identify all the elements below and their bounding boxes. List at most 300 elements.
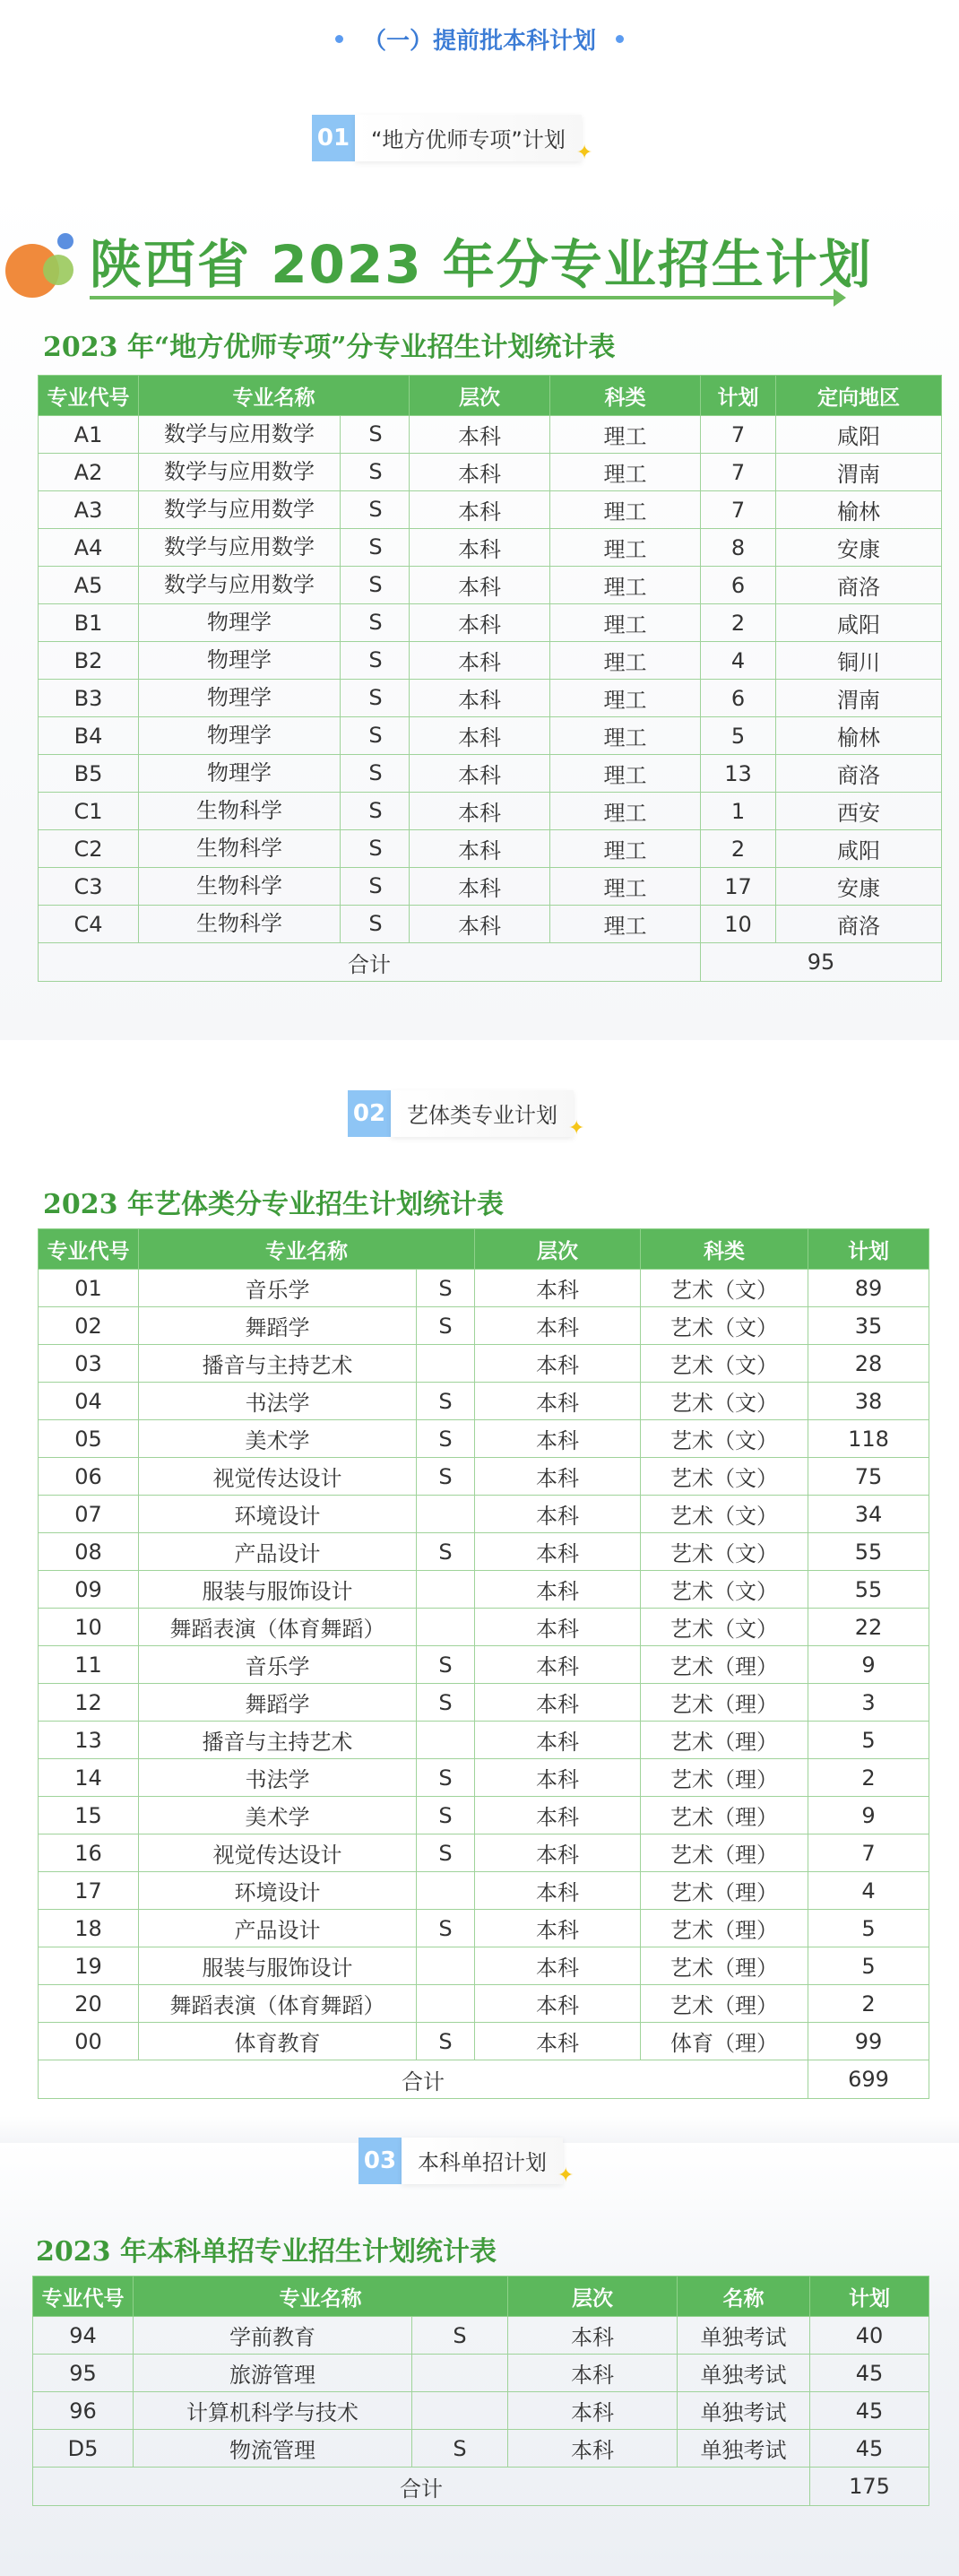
table-row: [39, 755, 942, 793]
table-cell: D5: [33, 2430, 134, 2468]
table-row: [39, 1759, 929, 1797]
table-cell: 艺术（理）: [641, 1910, 808, 1947]
table-cell: 8: [701, 529, 776, 567]
table-cell: 艺术（理）: [641, 1834, 808, 1872]
table-cell: S: [417, 1270, 475, 1307]
table-cell: 96: [33, 2392, 134, 2430]
table-cell: 艺术（文）: [641, 1345, 808, 1383]
table-cell: 6: [701, 567, 776, 604]
table-row: [39, 1307, 929, 1345]
major-flag: S: [340, 454, 410, 490]
table-cell: 理工: [550, 717, 701, 755]
table-cell: [139, 868, 410, 906]
table-cell: [412, 2355, 508, 2392]
major-name: 生物科学: [196, 911, 282, 936]
table-cell: 35: [808, 1307, 929, 1345]
table1-title: 2023 年“地方优师专项”分专业招生计划统计表: [43, 332, 616, 363]
table-cell: 艺术（文）: [641, 1496, 808, 1533]
table-cell: 05: [39, 1420, 139, 1458]
table-cell: 本科: [410, 793, 550, 830]
table-cell: 美术学: [139, 1420, 417, 1458]
table-cell: 5: [701, 717, 776, 755]
table-cell: 17: [39, 1872, 139, 1910]
table-cell: 体育（理）: [641, 2023, 808, 2060]
table-cell: [139, 717, 410, 755]
table-cell: 本科: [475, 1458, 641, 1496]
major-flag: S: [340, 416, 410, 453]
table-cell: 单独考试: [678, 2392, 810, 2430]
table-cell: 理工: [550, 642, 701, 680]
column-header: 层次: [475, 1229, 641, 1270]
table-row: [39, 1722, 929, 1759]
table-row: [39, 1797, 929, 1834]
table-cell: S: [417, 2023, 475, 2060]
table-cell: 38: [808, 1383, 929, 1420]
table-cell: 播音与主持艺术: [139, 1722, 417, 1759]
major-name: 物理学: [207, 685, 272, 710]
table-cell: 02: [39, 1307, 139, 1345]
section-title-text: （一）提前批本科计划: [362, 27, 596, 55]
table-cell: 本科: [475, 1759, 641, 1797]
table-cell: 渭南: [776, 454, 942, 491]
table-cell: 1: [701, 793, 776, 830]
table-cell: 4: [808, 1872, 929, 1910]
table-cell: 99: [808, 2023, 929, 2060]
sparkle-icon: ✦: [557, 2164, 575, 2187]
table-cell: 本科: [410, 529, 550, 567]
table-cell: [417, 1571, 475, 1609]
major-flag: S: [340, 604, 410, 641]
table-row: [39, 1646, 929, 1684]
table-cell: C3: [39, 868, 139, 906]
major-flag: S: [340, 491, 410, 528]
table-cell: 音乐学: [139, 1646, 417, 1684]
table-cell: 体育教育: [139, 2023, 417, 2060]
column-header: 计划: [810, 2277, 929, 2317]
table-cell: 9: [808, 1797, 929, 1834]
table-cell: 本科: [475, 1910, 641, 1947]
table-cell: 16: [39, 1834, 139, 1872]
table-cell: 本科: [508, 2317, 678, 2355]
table-cell: A4: [39, 529, 139, 567]
major-flag: S: [340, 906, 410, 942]
table-cell: 本科: [410, 680, 550, 717]
major-flag: S: [340, 868, 410, 905]
table-cell: 55: [808, 1571, 929, 1609]
table-cell: 45: [810, 2355, 929, 2392]
major-name: 物理学: [207, 760, 272, 785]
table-cell: 本科: [508, 2430, 678, 2468]
table-cell: S: [417, 1910, 475, 1947]
table-cell: 本科: [475, 1571, 641, 1609]
table-cell: [139, 642, 410, 680]
major-name: 物理学: [207, 647, 272, 672]
table-cell: 本科: [475, 1270, 641, 1307]
table-cell: [139, 604, 410, 642]
table2-title: 2023 年艺体类分专业招生计划统计表: [43, 1189, 504, 1220]
table-cell: 7: [701, 416, 776, 454]
table-cell: 产品设计: [139, 1910, 417, 1947]
table-cell: [417, 1872, 475, 1910]
table-row: [39, 1571, 929, 1609]
table-cell: 理工: [550, 604, 701, 642]
table-row: [39, 2023, 929, 2060]
table-cell: 艺术（文）: [641, 1270, 808, 1307]
table-cell: 艺术（理）: [641, 1947, 808, 1985]
table-cell: 理工: [550, 830, 701, 868]
column-header: 专业名称: [134, 2277, 508, 2317]
table-cell: 45: [810, 2392, 929, 2430]
table-cell: 2: [808, 1759, 929, 1797]
blue-circle-icon: [57, 233, 73, 249]
table-cell: 6: [701, 680, 776, 717]
table-cell: 艺术（文）: [641, 1307, 808, 1345]
table-cell: [139, 680, 410, 717]
table3: [32, 2276, 929, 2506]
column-header: 名称: [678, 2277, 810, 2317]
table-cell: 本科: [410, 755, 550, 793]
sparkle-icon: ✦: [575, 142, 593, 164]
table-cell: 服装与服饰设计: [139, 1947, 417, 1985]
table-cell: S: [417, 1759, 475, 1797]
table-cell: 34: [808, 1496, 929, 1533]
bullet-dot-icon: [335, 35, 343, 43]
table-cell: 艺术（理）: [641, 1759, 808, 1797]
table-cell: [417, 1985, 475, 2023]
badge-label: 本科单招计划: [402, 2138, 563, 2184]
table-cell: 商洛: [776, 567, 942, 604]
table-row: [39, 830, 942, 868]
table-cell: 9: [808, 1646, 929, 1684]
table-row: [39, 1872, 929, 1910]
table-cell: 本科: [508, 2355, 678, 2392]
table-cell: 118: [808, 1420, 929, 1458]
table-cell: 94: [33, 2317, 134, 2355]
table-cell: 理工: [550, 680, 701, 717]
table-row: [39, 1458, 929, 1496]
table-cell: C4: [39, 906, 139, 943]
total-row: [39, 2060, 929, 2099]
table-cell: 本科: [410, 416, 550, 454]
table-row: [39, 454, 942, 491]
table-cell: 12: [39, 1684, 139, 1722]
table-row: [39, 642, 942, 680]
table-cell: 本科: [410, 604, 550, 642]
table-row: [39, 1910, 929, 1947]
table-cell: 理工: [550, 491, 701, 529]
green-circle-icon: [43, 255, 73, 285]
table-cell: 本科: [410, 491, 550, 529]
table2: [38, 1228, 929, 2099]
table-cell: S: [412, 2317, 508, 2355]
column-header: 定向地区: [776, 376, 942, 416]
table-cell: 视觉传达设计: [139, 1458, 417, 1496]
table-cell: 理工: [550, 416, 701, 454]
badge-02: [348, 1087, 584, 1140]
table-row: [39, 1496, 929, 1533]
table-cell: 本科: [475, 1872, 641, 1910]
table-row: [39, 680, 942, 717]
table-row: [39, 868, 942, 906]
table-row: [33, 2430, 929, 2468]
table-cell: 计算机科学与技术: [134, 2392, 412, 2430]
table-row: [39, 906, 942, 943]
table-cell: 服装与服饰设计: [139, 1571, 417, 1609]
table-cell: [417, 1722, 475, 1759]
table-cell: 15: [39, 1797, 139, 1834]
table-cell: 本科: [410, 717, 550, 755]
major-flag: S: [340, 830, 410, 867]
table-cell: 合计: [39, 943, 701, 982]
table-cell: 2: [808, 1985, 929, 2023]
table-cell: 播音与主持艺术: [139, 1345, 417, 1383]
table-cell: B4: [39, 717, 139, 755]
table-cell: 咸阳: [776, 416, 942, 454]
table-cell: 视觉传达设计: [139, 1834, 417, 1872]
table-row: [39, 604, 942, 642]
table1: [38, 375, 942, 982]
table-cell: 本科: [475, 1797, 641, 1834]
table-cell: 10: [701, 906, 776, 943]
table-cell: 咸阳: [776, 830, 942, 868]
table-cell: 95: [701, 943, 942, 982]
table-cell: 渭南: [776, 680, 942, 717]
table-row: [39, 529, 942, 567]
table-cell: 理工: [550, 793, 701, 830]
table-cell: 艺术（文）: [641, 1383, 808, 1420]
table-cell: 13: [39, 1722, 139, 1759]
table-cell: 本科: [475, 1609, 641, 1646]
badge-number: 01: [312, 115, 355, 161]
table-cell: 安康: [776, 868, 942, 906]
major-name: 数学与应用数学: [164, 497, 315, 522]
table-row: [33, 2355, 929, 2392]
badge-number: 03: [359, 2138, 402, 2184]
table-cell: 00: [39, 2023, 139, 2060]
table-cell: [139, 454, 410, 491]
badge-01: [312, 111, 592, 164]
table-cell: [417, 1609, 475, 1646]
table-cell: 本科: [410, 642, 550, 680]
table-cell: B3: [39, 680, 139, 717]
badge-label: “地方优师专项”计划: [355, 115, 582, 161]
major-name: 生物科学: [196, 798, 282, 823]
table-cell: 本科: [410, 454, 550, 491]
table-cell: [417, 1947, 475, 1985]
table-cell: 55: [808, 1533, 929, 1571]
table-cell: 艺术（理）: [641, 1722, 808, 1759]
table-cell: 2: [701, 604, 776, 642]
table-cell: [139, 567, 410, 604]
section-title: [0, 16, 959, 61]
table-cell: 01: [39, 1270, 139, 1307]
badge-number: 02: [348, 1090, 391, 1137]
table-cell: 理工: [550, 868, 701, 906]
table-cell: 2: [701, 830, 776, 868]
table-cell: 单独考试: [678, 2355, 810, 2392]
table-row: [39, 1345, 929, 1383]
table-cell: 40: [810, 2317, 929, 2355]
table-cell: 08: [39, 1533, 139, 1571]
table-cell: B2: [39, 642, 139, 680]
table-row: [39, 1684, 929, 1722]
table-cell: 艺术（文）: [641, 1458, 808, 1496]
table-cell: [139, 755, 410, 793]
major-flag: S: [340, 567, 410, 603]
table-cell: S: [417, 1684, 475, 1722]
column-header: 专业代号: [39, 376, 139, 416]
table-row: [33, 2392, 929, 2430]
table-cell: 艺术（文）: [641, 1533, 808, 1571]
major-name: 物理学: [207, 610, 272, 635]
table-cell: 铜川: [776, 642, 942, 680]
table-cell: 艺术（理）: [641, 1684, 808, 1722]
table-cell: 美术学: [139, 1797, 417, 1834]
table-row: [33, 2317, 929, 2355]
table-cell: 合计: [33, 2468, 810, 2506]
table-cell: 95: [33, 2355, 134, 2392]
column-header: 科类: [641, 1229, 808, 1270]
table-cell: 4: [701, 642, 776, 680]
table-cell: 商洛: [776, 906, 942, 943]
table-cell: S: [417, 1458, 475, 1496]
table-cell: 艺术（文）: [641, 1609, 808, 1646]
table-cell: [139, 491, 410, 529]
table-cell: A3: [39, 491, 139, 529]
table-cell: 7: [808, 1834, 929, 1872]
table-cell: 本科: [475, 2023, 641, 2060]
table-cell: 书法学: [139, 1759, 417, 1797]
table-row: [39, 1947, 929, 1985]
table-cell: [139, 906, 410, 943]
table-cell: 7: [701, 491, 776, 529]
table-cell: 理工: [550, 567, 701, 604]
table-cell: A1: [39, 416, 139, 454]
bullet-dot-icon: [616, 35, 624, 43]
major-flag: S: [340, 529, 410, 566]
table-cell: 18: [39, 1910, 139, 1947]
banner-title: 陕西省 2023 年分专业招生计划: [90, 234, 873, 295]
table-cell: 本科: [475, 1420, 641, 1458]
table-cell: 07: [39, 1496, 139, 1533]
table-cell: 产品设计: [139, 1533, 417, 1571]
table-cell: 舞蹈表演（体育舞蹈）: [139, 1985, 417, 2023]
major-name: 数学与应用数学: [164, 534, 315, 559]
table-cell: 13: [701, 755, 776, 793]
table-cell: 5: [808, 1722, 929, 1759]
banner-underline: [90, 296, 838, 299]
sparkle-icon: ✦: [568, 1117, 585, 1140]
column-header: 层次: [410, 376, 550, 416]
table-cell: S: [412, 2430, 508, 2468]
table-cell: A5: [39, 567, 139, 604]
table-cell: C2: [39, 830, 139, 868]
table-cell: S: [417, 1797, 475, 1834]
table-cell: 75: [808, 1458, 929, 1496]
major-flag: S: [340, 755, 410, 792]
table-cell: S: [417, 1646, 475, 1684]
table-cell: 物流管理: [134, 2430, 412, 2468]
table-cell: 榆林: [776, 491, 942, 529]
table-cell: 咸阳: [776, 604, 942, 642]
table-cell: 单独考试: [678, 2317, 810, 2355]
table-cell: [417, 1496, 475, 1533]
table-cell: [139, 416, 410, 454]
table-cell: 旅游管理: [134, 2355, 412, 2392]
table-cell: 舞蹈表演（体育舞蹈）: [139, 1609, 417, 1646]
table-cell: 本科: [475, 1722, 641, 1759]
table-cell: 艺术（理）: [641, 1797, 808, 1834]
table-cell: [139, 793, 410, 830]
table2-header-row: [39, 1229, 929, 1270]
table-cell: B1: [39, 604, 139, 642]
total-row: [33, 2468, 929, 2506]
table-row: [39, 717, 942, 755]
table3-header-row: [33, 2277, 929, 2317]
table-cell: 699: [808, 2060, 929, 2099]
table-row: [39, 1533, 929, 1571]
table-row: [39, 793, 942, 830]
table-cell: 本科: [410, 868, 550, 906]
table-cell: 28: [808, 1345, 929, 1383]
table-cell: 14: [39, 1759, 139, 1797]
table-cell: 06: [39, 1458, 139, 1496]
major-name: 数学与应用数学: [164, 572, 315, 597]
table-cell: 09: [39, 1571, 139, 1609]
table-cell: 17: [701, 868, 776, 906]
major-name: 生物科学: [196, 873, 282, 898]
table-row: [39, 1985, 929, 2023]
total-row: [39, 943, 942, 982]
table-cell: 舞蹈学: [139, 1684, 417, 1722]
table-cell: 04: [39, 1383, 139, 1420]
table-cell: 本科: [410, 906, 550, 943]
table-cell: 19: [39, 1947, 139, 1985]
table-cell: 89: [808, 1270, 929, 1307]
column-header: 专业代号: [33, 2277, 134, 2317]
table-row: [39, 416, 942, 454]
table-cell: 本科: [475, 1533, 641, 1571]
column-header: 层次: [508, 2277, 678, 2317]
table-cell: C1: [39, 793, 139, 830]
table-cell: 艺术（理）: [641, 1872, 808, 1910]
major-flag: S: [340, 642, 410, 679]
table-cell: 本科: [475, 1496, 641, 1533]
table-cell: [417, 1345, 475, 1383]
table-cell: 7: [701, 454, 776, 491]
table-cell: A2: [39, 454, 139, 491]
column-header: 专业代号: [39, 1229, 139, 1270]
table-cell: 单独考试: [678, 2430, 810, 2468]
table-cell: [139, 529, 410, 567]
table1-header-row: [39, 376, 942, 416]
column-header: 计划: [808, 1229, 929, 1270]
table-cell: 艺术（理）: [641, 1646, 808, 1684]
table-cell: 商洛: [776, 755, 942, 793]
table-cell: 理工: [550, 529, 701, 567]
table-cell: [412, 2392, 508, 2430]
table-row: [39, 491, 942, 529]
table-cell: S: [417, 1834, 475, 1872]
table-cell: 学前教育: [134, 2317, 412, 2355]
table-cell: 本科: [475, 1684, 641, 1722]
table-cell: 舞蹈学: [139, 1307, 417, 1345]
column-header: 计划: [701, 376, 776, 416]
table-cell: 5: [808, 1910, 929, 1947]
table-cell: 书法学: [139, 1383, 417, 1420]
table-cell: 3: [808, 1684, 929, 1722]
major-name: 数学与应用数学: [164, 459, 315, 484]
